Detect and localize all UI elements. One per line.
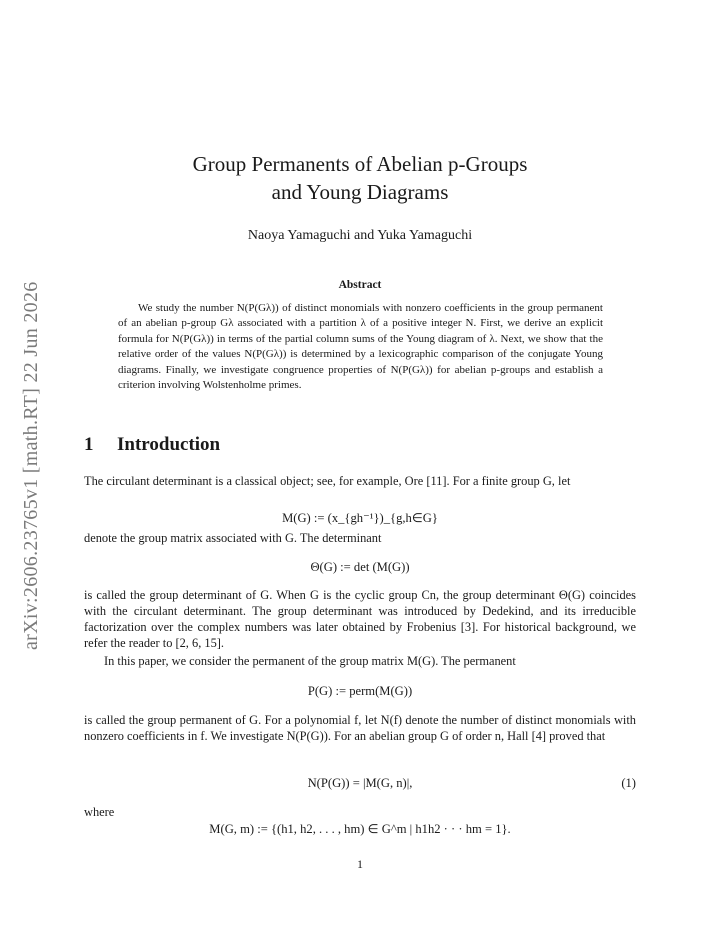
paragraph-6: where — [84, 805, 115, 819]
section-number: 1 — [84, 434, 94, 455]
arxiv-identifier: arXiv:2606.23765v1 [math.RT] 22 Jun 2026 — [20, 281, 42, 650]
equation-set: M(G, m) := {(h1, h2, . . . , hm) ∈ G^m | h1h2 · · · hm = 1}. — [209, 822, 511, 836]
paragraph-2: denote the group matrix associated with G. The determinant — [84, 531, 382, 545]
abstract-heading: Abstract — [338, 279, 382, 291]
title-line-2: and Young Diagrams — [271, 180, 449, 204]
paragraph-3: is called the group determinant of G. When G is the cyclic group Cn, the group determinant Θ(G) coincides with the circulant determinant. The group determinant was introduced by Dedekind, and its irreducible factorization over the complex numbers was later obtained by Frobenius [3]. For historical background, we refer the reader to [2, 6, 15]. — [84, 588, 636, 650]
page-number: 1 — [357, 857, 363, 871]
authors: Naoya Yamaguchi and Yuka Yamaguchi — [247, 228, 473, 243]
equation-group-matrix: M(G) := (x_{gh⁻¹})_{g,h∈G} — [282, 511, 438, 525]
equation-group-permanent: P(G) := perm(M(G)) — [307, 684, 413, 698]
paragraph-1: The circulant determinant is a classical object; see, for example, Ore [11]. For a finite group G, let — [84, 474, 571, 488]
title-line-1: Group Permanents of Abelian p-Groups — [192, 152, 528, 176]
equation-hall-body: N(P(G)) = |M(G, n)|, — [307, 776, 413, 790]
equation-hall — [84, 776, 636, 791]
section-heading — [84, 434, 220, 456]
equation-number: (1) — [621, 776, 636, 790]
paper-title — [0, 150, 720, 206]
paragraph-4: In this paper, we consider the permanent of the group matrix M(G). The permanent — [104, 654, 516, 668]
paragraph-5: is called the group permanent of G. For a polynomial f, let N(f) denote the number of distinct monomials with nonzero coefficients in f. We investigate N(P(G)). For an abelian group G of order n, Hall [4] proved that — [84, 713, 636, 743]
equation-group-determinant: Θ(G) := det (M(G)) — [310, 560, 410, 574]
section-title: Introduction — [117, 434, 221, 455]
abstract-text: We study the number N(P(Gλ)) of distinct monomials with nonzero coefficients in the group permanent of an abelian p-group Gλ associated with a partition λ of a positive integer N. First, we derive an explicit formula for N(P(Gλ)) in terms of the partial column sums of the Young diagram of λ. Next, we show that the relative order of the values N(P(Gλ)) is determined by a lexicographic comparison of the conjugate Young diagrams. Finally, we investigate congruence properties of N(P(Gλ)) for abelian p-groups and establish a criterion involving Wolstenholme primes. — [118, 302, 603, 392]
